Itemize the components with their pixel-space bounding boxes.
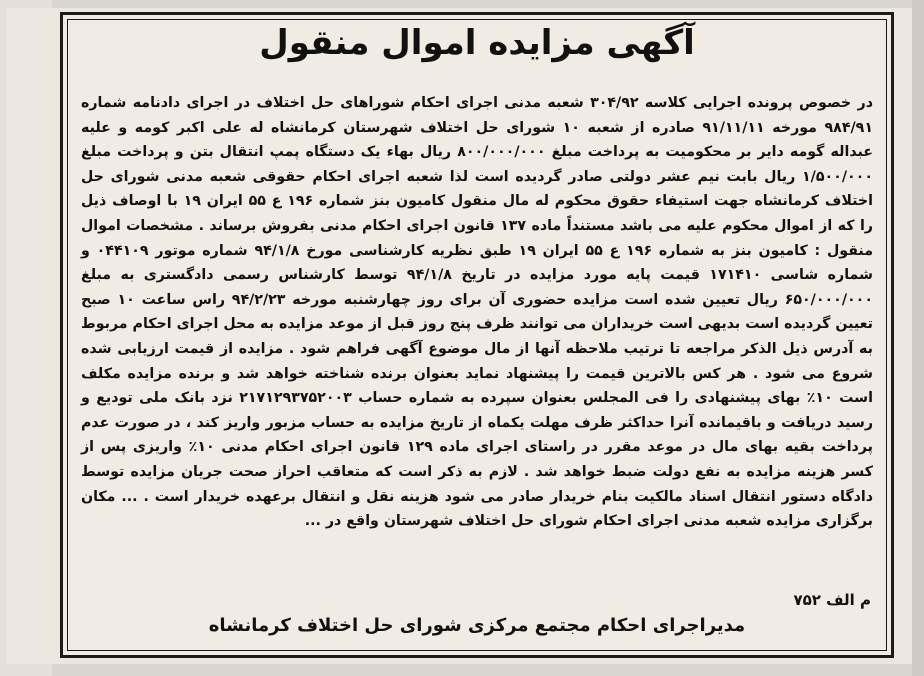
notice-frame (60, 12, 894, 658)
notice-reference-number: م الف ۷۵۲ (793, 591, 871, 609)
notice-title: آگهی مزایده اموال منقول (259, 23, 695, 63)
notice-body: در خصوص پرونده اجرایی کلاسه ۳۰۴/۹۲ شعبه مدنی اجرای احکام شوراهای حل اختلاف در اجرای دادنامه شماره ۹۸۴/۹۱ مورخه ۹۱/۱۱/۱۱ صادره از شعبه ۱۰ شورای حل اختلاف شهرستان کرمانشاه له علی اکبر کومه و علیه عبداله گومه دایر بر محکومیت به پرداخت مبلغ ۸۰۰/۰۰۰/۰۰۰ ریال بهاء یک دستگاه پمپ انتقال بتن و پرداخت مبلغ ۱/۵۰۰/۰۰۰ ریال بابت نیم عشر دولتی صادر گردیده است لذا شعبه اجرای احکام حقوقی شعبه مدنی شورای حل اختلاف کرمانشاه جهت استیفاء حقوق محکوم له مال منقول کامیون بنز شماره ۱۹۶ ع ۵۵ ایران ۱۹ با اوصاف ذیل را که از اموال محکوم علیه می باشد مستنداً ماده ۱۳۷ قانون اجرای احکام مدنی بفروش برساند . مشخصات اموال منقول : کامیون بنز به شماره ۱۹۶ ع ۵۵ ایران ۱۹ طبق نظریه کارشناسی مورخ ۹۴/۱/۸ شماره موتور ۰۴۴۱۰۹ و شماره شاسی ۱۷۱۴۱۰ قیمت پایه مورد مزایده در تاریخ ۹۴/۱/۸ توسط کارشناس رسمی دادگستری به مبلغ ۶۵۰/۰۰۰/۰۰۰ ریال تعیین شده است مزایده حضوری آن برای روز چهارشنبه مورخه ۹۴/۲/۲۳ راس ساعت ۱۰ صبح تعیین گردیده است بدیهی است خریداران می توانند ظرف پنج روز قبل از موعد مزایده به محل اجرای احکام مربوط به آدرس ذیل الذکر مراجعه تا ترتیب ملاحظه آنها از مال موضوع آگهی فراهم شود . مزایده از قیمت ارزیابی شده شروع می شود . هر کس بالاترین قیمت را پیشنهاد نماید بعنوان برنده شناخته خواهد شد و برنده مزایده مکلف است ۱۰٪ بهای پیشنهادی را فی المجلس بعنوان سپرده به شماره حساب ۲۱۷۱۲۹۳۷۵۲۰۰۳ نزد بانک ملی تودیع و رسید دریافت و باقیمانده آنرا حداکثر ظرف مهلت یکماه از تاریخ مزایده به حساب مزبور واریز کند ، در صورت عدم پرداخت بقیه بهای مال در موعد مقرر در راستای اجرای ماده ۱۲۹ قانون اجرای احکام مدنی ۱۰٪ واریزی پس از کسر هزینه مزایده به نفع دولت ضبط خواهد شد . لازم به ذکر است که متعاقب احراز صحت جریان مزایده توسط دادگاه دستور انتقال اسناد مالکیت بنام خریدار صادر می شود هزینه نقل و انتقال برعهده خریدار است . ... مکان برگزاری مزایده شعبه مدنی اجرای احکام شورای حل اختلاف شهرستان واقع در ... (81, 95, 874, 530)
right-page-margin (912, 0, 924, 676)
newspaper-clipping (6, 8, 914, 664)
notice-signature: مدیراجرای احکام مجتمع مرکزی شورای حل اختلاف کرمانشاه (208, 615, 746, 636)
